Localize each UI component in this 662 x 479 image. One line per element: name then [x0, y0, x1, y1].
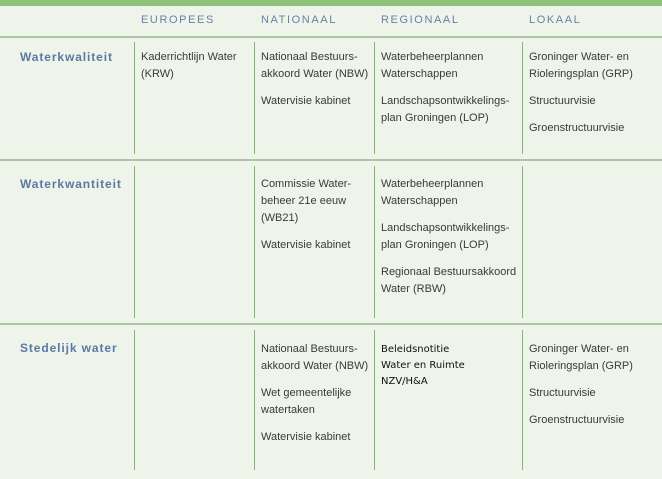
row-divider [0, 159, 662, 161]
policy-entry: Groenstructuurvisie [529, 414, 625, 426]
policy-entry: Wet gemeentelijke watertaken [261, 387, 352, 416]
policy-entry: Kaderrichtlijn Water (KRW) [141, 51, 237, 80]
row-label-waterkwantiteit: Waterkwantiteit [20, 177, 122, 191]
column-divider [522, 330, 523, 470]
row-divider [0, 323, 662, 325]
column-divider [522, 42, 523, 154]
cell-stedelijk-water-lokaal [529, 341, 659, 439]
policy-entry: Beleidsnotitie Water en Ruimte NZV/H&A [381, 344, 465, 387]
policy-entry: Structuurvisie [529, 95, 596, 107]
row-divider [0, 36, 662, 38]
column-header-lokaal: LOKAAL [529, 14, 582, 26]
policy-entry: Groninger Water- en Rioleringsplan (GRP) [529, 51, 633, 80]
policy-entry: Nationaal Bestuurs- akkoord Water (NBW) [261, 51, 369, 80]
policy-entry: Landschapsontwikkelings- plan Groningen (LOP) [381, 95, 510, 124]
policy-entry: Watervisie kabinet [261, 431, 351, 443]
cell-stedelijk-water-regionaal [381, 342, 521, 400]
column-divider [134, 166, 135, 318]
column-divider [254, 166, 255, 318]
column-divider [254, 330, 255, 470]
cell-waterkwaliteit-europees [141, 49, 267, 93]
policy-entry: Watervisie kabinet [261, 239, 351, 251]
row-label-waterkwaliteit: Waterkwaliteit [20, 50, 113, 64]
policy-entry: Waterbeheerplannen Waterschappen [381, 178, 484, 207]
cell-waterkwaliteit-nationaal [261, 49, 387, 120]
policy-entry: Groenstructuurvisie [529, 122, 625, 134]
column-divider [134, 42, 135, 154]
top-accent-bar [0, 0, 662, 6]
policy-entry: Commissie Water- beheer 21e eeuw (WB21) [261, 178, 352, 224]
cell-waterkwantiteit-nationaal [261, 176, 387, 264]
policy-entry: Groninger Water- en Rioleringsplan (GRP) [529, 343, 633, 372]
policy-entry: Nationaal Bestuurs- akkoord Water (NBW) [261, 343, 369, 372]
column-divider [522, 166, 523, 318]
column-header-nationaal: NATIONAAL [261, 14, 337, 26]
cell-waterkwaliteit-regionaal [381, 49, 521, 137]
column-header-regionaal: REGIONAAL [381, 14, 460, 26]
column-header-europees: EUROPEES [141, 14, 215, 26]
policy-entry: Structuurvisie [529, 387, 596, 399]
row-label-stedelijk-water: Stedelijk water [20, 341, 118, 355]
policy-entry: Landschapsontwikkelings- plan Groningen (LOP) [381, 222, 510, 251]
cell-stedelijk-water-nationaal [261, 341, 387, 456]
cell-waterkwantiteit-regionaal [381, 176, 521, 308]
policy-entry: Regionaal Bestuursakkoord Water (RBW) [381, 266, 517, 295]
cell-waterkwaliteit-lokaal [529, 49, 659, 147]
column-divider [134, 330, 135, 470]
policy-entry: Waterbeheerplannen Waterschappen [381, 51, 484, 80]
policy-entry: Watervisie kabinet [261, 95, 351, 107]
